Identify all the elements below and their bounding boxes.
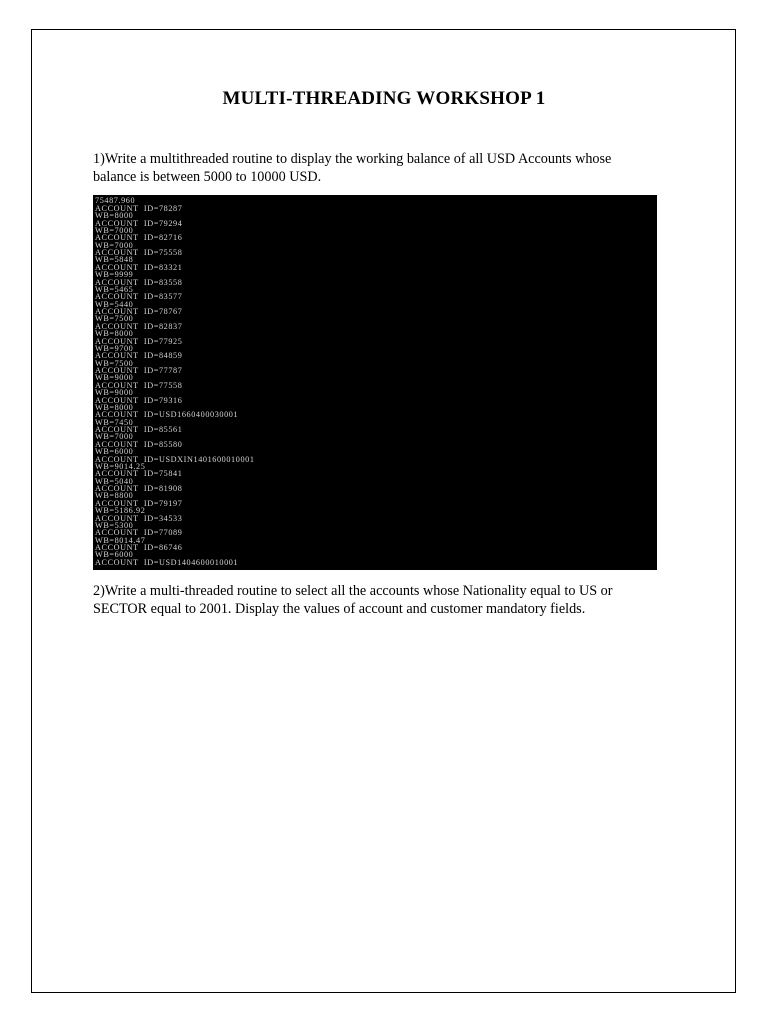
console-line: WB=9014.25 bbox=[95, 461, 146, 471]
console-line: WB=5186.92 bbox=[95, 506, 146, 516]
question-1-line-2: balance is between 5000 to 10000 USD. bbox=[93, 169, 322, 185]
console-line: WB=7000 bbox=[95, 240, 134, 250]
console-line: WB=8000 bbox=[95, 402, 134, 412]
console-line: ACCOUNT ID=82716 bbox=[95, 233, 183, 243]
console-line: WB=7450 bbox=[95, 417, 134, 427]
console-output bbox=[95, 195, 255, 566]
console-line: ACCOUNT ID=USDXIN1401600010001 bbox=[95, 454, 255, 464]
question-2-line-2: SECTOR equal to 2001. Display the values of account and customer mandatory fields. bbox=[93, 601, 586, 617]
console-line: ACCOUNT ID=79316 bbox=[95, 395, 183, 405]
console-line: ACCOUNT ID=77089 bbox=[95, 528, 183, 538]
console-line: WB=9700 bbox=[95, 343, 134, 353]
console-line: WB=5465 bbox=[95, 284, 134, 294]
console-line: ACCOUNT ID=85561 bbox=[95, 425, 183, 434]
console-line: ACCOUNT ID=83577 bbox=[95, 292, 183, 302]
console-line: ACCOUNT ID=78287 bbox=[95, 203, 183, 213]
console-line: WB=5040 bbox=[95, 476, 134, 486]
console-line: WB=9000 bbox=[95, 388, 134, 398]
console-line: ACCOUNT ID=77925 bbox=[95, 336, 183, 346]
question-2 bbox=[93, 582, 673, 618]
console-line: WB=9000 bbox=[95, 373, 134, 383]
console-line: ACCOUNT ID=81908 bbox=[95, 484, 183, 493]
console-line: ACCOUNT ID=USD1404600010001 bbox=[95, 557, 239, 567]
console-line: WB=8800 bbox=[95, 491, 134, 501]
console-line: ACCOUNT ID=USD1660400030001 bbox=[95, 410, 239, 420]
console-line: ACCOUNT ID=83321 bbox=[95, 262, 183, 272]
console-line: ACCOUNT ID=77558 bbox=[95, 380, 183, 390]
console-line: ACCOUNT ID=79294 bbox=[95, 218, 183, 228]
console-line: WB=8000 bbox=[95, 211, 134, 221]
console-line: WB=5848 bbox=[95, 255, 134, 265]
console-line: WB=7500 bbox=[95, 358, 134, 368]
console-line: ACCOUNT ID=78767 bbox=[95, 307, 183, 316]
console-line: WB=5300 bbox=[95, 520, 134, 530]
console-line: WB=7000 bbox=[95, 225, 134, 235]
console-line: WB=6000 bbox=[95, 550, 134, 560]
console-line: ACCOUNT ID=84859 bbox=[95, 351, 183, 361]
question-1-line-1: 1)Write a multithreaded routine to display the working balance of all USD Accounts whose bbox=[93, 151, 612, 167]
console-line: ACCOUNT ID=77787 bbox=[95, 366, 183, 375]
question-2-line-1: 2)Write a multi-threaded routine to select all the accounts whose Nationality equal to US or bbox=[93, 583, 613, 599]
console-line: ACCOUNT ID=82837 bbox=[95, 321, 183, 331]
console-line: WB=7500 bbox=[95, 314, 134, 324]
console-screenshot bbox=[93, 195, 657, 570]
console-line: ACCOUNT ID=83558 bbox=[95, 277, 183, 287]
question-1 bbox=[93, 150, 673, 186]
console-line: WB=8014.47 bbox=[95, 535, 146, 545]
document-title: MULTI-THREADING WORKSHOP 1 bbox=[222, 88, 546, 109]
console-line: ACCOUNT ID=86746 bbox=[95, 543, 183, 552]
console-line: WB=5440 bbox=[95, 299, 134, 309]
console-line: WB=8000 bbox=[95, 329, 134, 339]
console-line: ACCOUNT ID=34533 bbox=[95, 513, 183, 523]
console-line: 75487.960 bbox=[95, 196, 136, 206]
console-line: ACCOUNT ID=75558 bbox=[95, 248, 183, 257]
console-line: ACCOUNT ID=79197 bbox=[95, 498, 183, 508]
console-line: WB=6000 bbox=[95, 447, 134, 457]
console-line: ACCOUNT ID=75841 bbox=[95, 469, 183, 479]
console-line: WB=9999 bbox=[95, 270, 134, 280]
console-line: WB=7000 bbox=[95, 432, 134, 442]
console-line: ACCOUNT ID=85580 bbox=[95, 439, 183, 449]
